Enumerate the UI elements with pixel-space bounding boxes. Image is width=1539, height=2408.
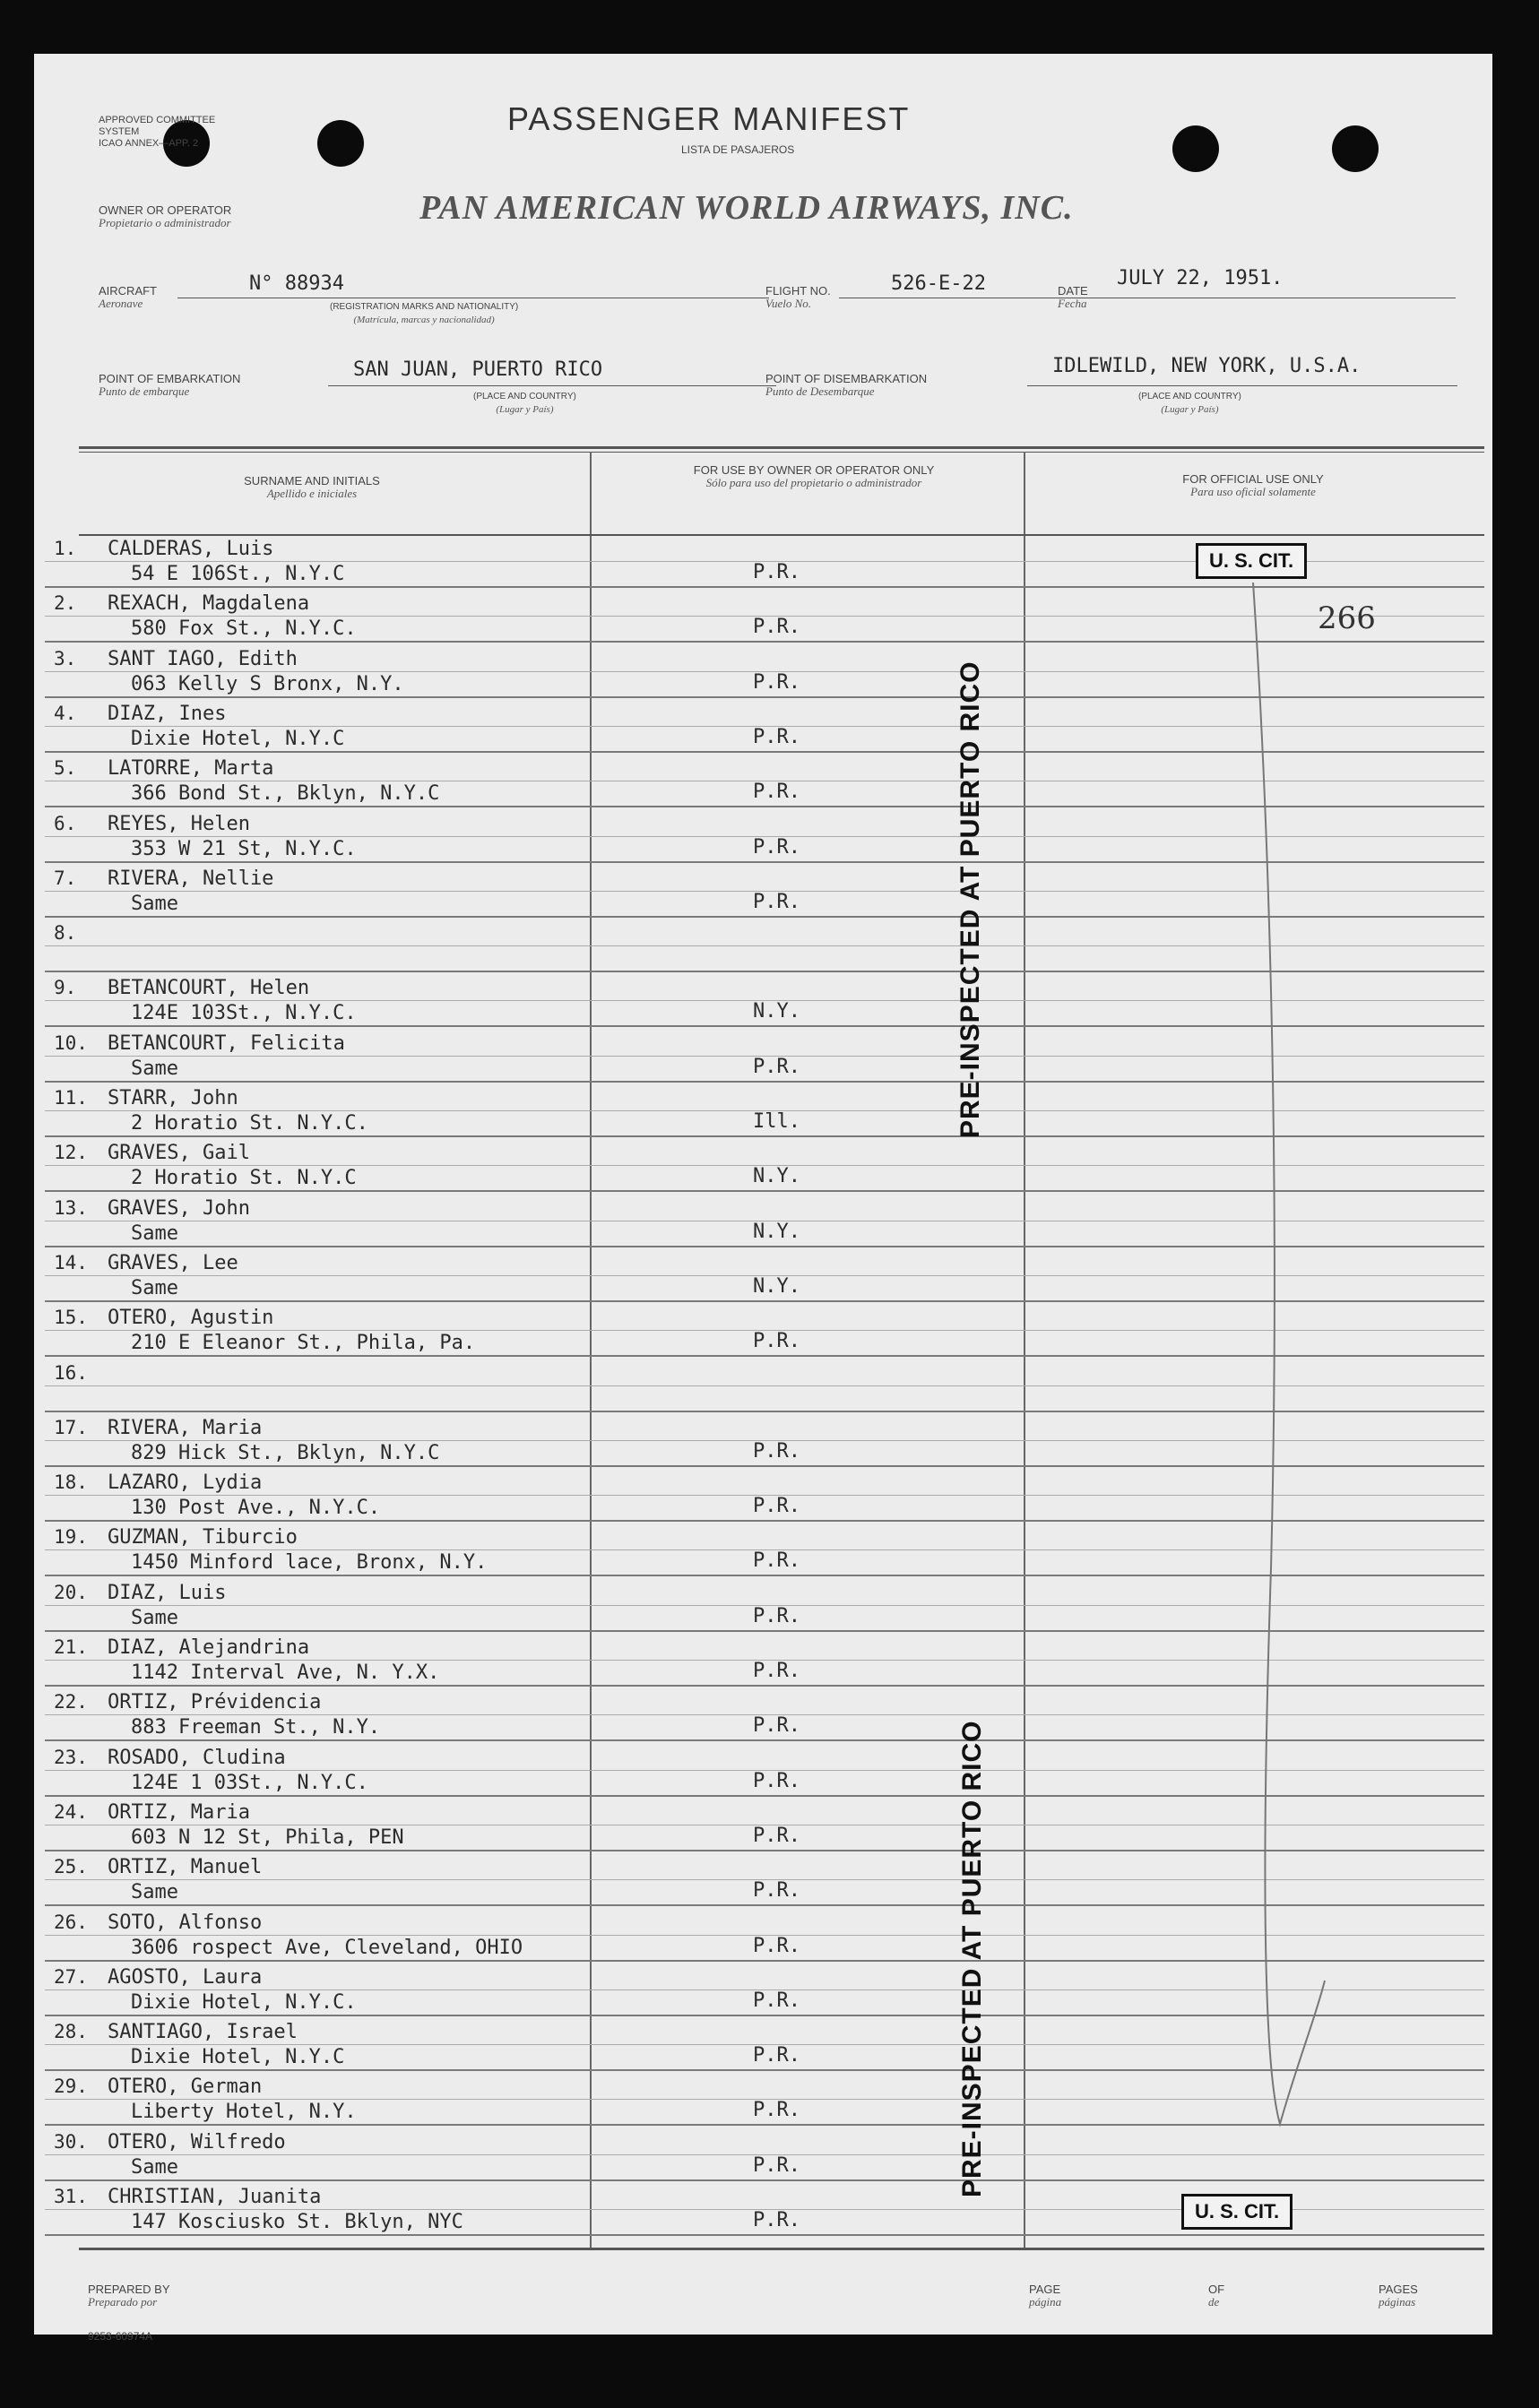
row-number: 5.	[54, 757, 77, 780]
passenger-origin: P.R.	[753, 1439, 800, 1463]
passenger-origin: P.R.	[753, 616, 800, 639]
passenger-name: REYES, Helen	[108, 812, 250, 835]
passenger-name: RIVERA, Maria	[108, 1416, 263, 1439]
passenger-address: 1450 Minford lace, Bronx, N.Y.	[131, 1551, 488, 1575]
row-number: 3.	[54, 647, 77, 669]
row-number: 28.	[54, 2021, 88, 2043]
passenger-name: SANTIAGO, Israel	[108, 2021, 298, 2044]
embark-label: POINT OF EMBARKATION Punto de embarque	[99, 372, 241, 398]
date-label: DATE Fecha	[1058, 284, 1088, 310]
passenger-name: GRAVES, Gail	[108, 1142, 250, 1165]
row-number: 18.	[54, 1472, 88, 1494]
owner-label: OWNER OR OPERATOR Propietario o administrador	[99, 203, 232, 229]
passenger-name: REXACH, Magdalena	[108, 592, 310, 616]
passenger-origin: P.R.	[753, 1989, 800, 2012]
passenger-origin: P.R.	[753, 561, 800, 583]
form-reference: APPROVED COMMITTEE SYSTEM ICAO ANNEX—APP. 2	[99, 115, 216, 149]
passenger-origin: P.R.	[753, 1824, 800, 1847]
row-number: 6.	[54, 812, 77, 834]
passenger-origin: P.R.	[753, 1714, 800, 1738]
passenger-origin: P.R.	[753, 2099, 800, 2122]
row-number: 21.	[54, 1636, 88, 1658]
row-number: 27.	[54, 1965, 88, 1988]
aircraft-label: AIRCRAFT Aeronave	[99, 284, 157, 310]
row-number: 14.	[54, 1251, 88, 1273]
passenger-origin: P.R.	[753, 2153, 800, 2177]
passenger-origin: P.R.	[753, 1769, 800, 1792]
passenger-address: Liberty Hotel, N.Y.	[131, 2101, 357, 2124]
passenger-origin: P.R.	[753, 725, 800, 748]
passenger-origin: P.R.	[753, 890, 800, 913]
passenger-address: 353 W 21 St, N.Y.C.	[131, 837, 357, 860]
row-number: 11.	[54, 1087, 88, 1109]
passenger-address: 603 N 12 St, Phila, PEN	[131, 1825, 404, 1849]
row-number: 16.	[54, 1361, 88, 1384]
passenger-address: Dixie Hotel, N.Y.C	[131, 2046, 345, 2069]
passenger-name: CALDERAS, Luis	[108, 538, 274, 560]
passenger-address: Same	[131, 1057, 178, 1080]
passenger-address: 54 E 106St., N.Y.C	[131, 563, 345, 585]
row-number: 2.	[54, 592, 77, 615]
passenger-name: RIVERA, Nellie	[108, 867, 274, 890]
passenger-origin: P.R.	[753, 1660, 800, 1682]
passenger-address: 2 Horatio St. N.Y.C	[131, 1167, 357, 1190]
row-number: 4.	[54, 702, 77, 724]
passenger-name: BETANCOURT, Helen	[108, 977, 310, 1000]
us-citizen-stamp-bottom: U. S. CIT.	[1181, 2194, 1293, 2230]
passenger-address: Same	[131, 1221, 178, 1245]
passenger-origin: P.R.	[753, 2209, 800, 2231]
passenger-address: 580 Fox St., N.Y.C.	[131, 617, 357, 641]
passenger-address: Same	[131, 2155, 178, 2179]
passenger-name: AGOSTO, Laura	[108, 1965, 263, 1989]
passenger-origin: P.R.	[753, 2044, 800, 2067]
passenger-origin: P.R.	[753, 1934, 800, 1957]
passenger-address: 1142 Interval Ave, N. Y.X.	[131, 1661, 440, 1684]
passenger-address: 063 Kelly S Bronx, N.Y.	[131, 672, 404, 695]
row-number: 8.	[54, 922, 77, 945]
passenger-name: CHRISTIAN, Juanita	[108, 2186, 322, 2208]
row-number: 19.	[54, 1526, 88, 1549]
row-number: 20.	[54, 1581, 88, 1603]
punch-hole	[1172, 125, 1219, 172]
col-official-header: FOR OFFICIAL USE ONLY Para uso oficial solamente	[1182, 472, 1324, 498]
row-number: 22.	[54, 1691, 88, 1713]
passenger-name: SANT IAGO, Edith	[108, 647, 298, 670]
passenger-origin: P.R.	[753, 670, 800, 694]
passenger-address: 124E 1 03St., N.Y.C.	[131, 1771, 368, 1794]
row-number: 17.	[54, 1416, 88, 1438]
passenger-name: LAZARO, Lydia	[108, 1472, 263, 1495]
passenger-name: OTERO, Wilfredo	[108, 2130, 286, 2153]
passenger-name: ORTIZ, Prévidencia	[108, 1691, 322, 1714]
aircraft-value: N° 88934	[249, 272, 344, 295]
passenger-name: SOTO, Alfonso	[108, 1911, 263, 1934]
passenger-origin: N.Y.	[753, 1274, 800, 1298]
ditto-line	[1235, 583, 1379, 2187]
passenger-address: Same	[131, 1276, 178, 1299]
passenger-name: OTERO, German	[108, 2076, 263, 2099]
passenger-name: ORTIZ, Manuel	[108, 1856, 263, 1879]
row-number: 12.	[54, 1142, 88, 1164]
date-value: JULY 22, 1951.	[1117, 267, 1284, 289]
punch-hole	[317, 120, 364, 167]
embark-place-sub: (PLACE AND COUNTRY) (Lugar y País)	[473, 392, 576, 415]
passenger-origin: Ill.	[753, 1110, 800, 1133]
row-number: 31.	[54, 2186, 88, 2207]
row-number: 30.	[54, 2130, 88, 2153]
passenger-name: DIAZ, Alejandrina	[108, 1636, 310, 1659]
flight-value: 526-E-22	[891, 272, 986, 295]
preinspected-stamp-1: PRE-INSPECTED AT PUERTO RICO	[955, 660, 985, 1138]
airline-name: PAN AMERICAN WORLD AIRWAYS, INC.	[419, 189, 1074, 227]
passenger-origin: P.R.	[753, 781, 800, 804]
passenger-name: GRAVES, John	[108, 1196, 250, 1220]
row-number: 15.	[54, 1307, 88, 1329]
handwritten-number: 266	[1318, 600, 1376, 636]
row-number: 7.	[54, 867, 77, 889]
row-number: 9.	[54, 977, 77, 999]
passenger-name: GUZMAN, Tiburcio	[108, 1526, 298, 1549]
of-label: OF de	[1208, 2283, 1225, 2309]
passenger-name: ROSADO, Cludina	[108, 1746, 286, 1769]
row-number: 1.	[54, 538, 77, 559]
page-label: PAGE página	[1029, 2283, 1062, 2309]
passenger-name: STARR, John	[108, 1087, 238, 1109]
row-number: 24.	[54, 1800, 88, 1823]
col-owner-header: FOR USE BY OWNER OR OPERATOR ONLY Sólo para uso del propietario o administrador	[693, 463, 935, 489]
passenger-origin: P.R.	[753, 1879, 800, 1903]
passenger-name: GRAVES, Lee	[108, 1251, 238, 1274]
row-number: 13.	[54, 1196, 88, 1219]
passenger-origin: P.R.	[753, 835, 800, 859]
punch-hole	[1332, 125, 1379, 172]
manifest-sheet	[34, 54, 1492, 2343]
row-number: 23.	[54, 1746, 88, 1768]
passenger-address: 366 Bond St., Bklyn, N.Y.C	[131, 782, 440, 806]
passenger-name: DIAZ, Luis	[108, 1581, 227, 1604]
flight-label: FLIGHT NO. Vuelo No.	[765, 284, 831, 310]
passenger-address: 3606 rospect Ave, Cleveland, OHIO	[131, 1936, 523, 1959]
passenger-name: BETANCOURT, Felicita	[108, 1031, 345, 1055]
passenger-address: 130 Post Ave., N.Y.C.	[131, 1497, 381, 1520]
passenger-address: Dixie Hotel, N.Y.C.	[131, 1990, 357, 2014]
embark-value: SAN JUAN, PUERTO RICO	[353, 358, 603, 381]
passenger-name: LATORRE, Marta	[108, 757, 274, 781]
page-title-es: LISTA DE PASAJEROS	[681, 143, 795, 156]
prepared-by-label: PREPARED BY Preparado por	[88, 2283, 170, 2309]
passenger-address: Same	[131, 1881, 178, 1904]
passenger-address: Same	[131, 892, 178, 915]
passenger-origin: P.R.	[753, 1549, 800, 1573]
passenger-address: Dixie Hotel, N.Y.C	[131, 727, 345, 750]
row-number: 26.	[54, 1911, 88, 1933]
page-title: PASSENGER MANIFEST	[507, 100, 911, 137]
us-citizen-stamp-top: U. S. CIT.	[1196, 543, 1307, 579]
aircraft-sub: (REGISTRATION MARKS AND NATIONALITY) (Matrícula, marcas y nacionalidad)	[330, 302, 519, 325]
disembark-place-sub: (PLACE AND COUNTRY) (Lugar y País)	[1138, 392, 1241, 415]
form-code: 9253-60974A	[88, 2330, 153, 2343]
passenger-name: OTERO, Agustin	[108, 1307, 274, 1330]
preinspected-stamp-2: PRE-INSPECTED AT PUERTO RICO	[957, 1720, 987, 2197]
row-number: 10.	[54, 1031, 88, 1054]
passenger-name: ORTIZ, Maria	[108, 1800, 250, 1824]
passenger-address: 829 Hick St., Bklyn, N.Y.C	[131, 1441, 440, 1464]
pages-label: PAGES páginas	[1379, 2283, 1418, 2309]
disembark-label: POINT OF DISEMBARKATION Punto de Desembarque	[765, 372, 928, 398]
passenger-address: 124E 103St., N.Y.C.	[131, 1002, 357, 1025]
passenger-origin: P.R.	[753, 1330, 800, 1353]
row-number: 25.	[54, 1856, 88, 1878]
passenger-origin: N.Y.	[753, 1165, 800, 1188]
passenger-address: 147 Kosciusko St. Bklyn, NYC	[131, 2211, 463, 2233]
passenger-name: DIAZ, Ines	[108, 702, 227, 725]
passenger-origin: P.R.	[753, 1495, 800, 1518]
passenger-address: 883 Freeman St., N.Y.	[131, 1716, 381, 1739]
passenger-address: Same	[131, 1606, 178, 1629]
row-number: 29.	[54, 2076, 88, 2098]
passenger-origin: P.R.	[753, 1055, 800, 1078]
col-surname-header: SURNAME AND INITIALS Apellido e iniciales	[244, 474, 380, 500]
passenger-origin: N.Y.	[753, 1220, 800, 1243]
passenger-origin: N.Y.	[753, 1000, 800, 1023]
disembark-value: IDLEWILD, NEW YORK, U.S.A.	[1052, 355, 1362, 377]
passenger-address: 2 Horatio St. N.Y.C.	[131, 1112, 368, 1135]
passenger-address: 210 E Eleanor St., Phila, Pa.	[131, 1332, 476, 1355]
passenger-origin: P.R.	[753, 1604, 800, 1627]
